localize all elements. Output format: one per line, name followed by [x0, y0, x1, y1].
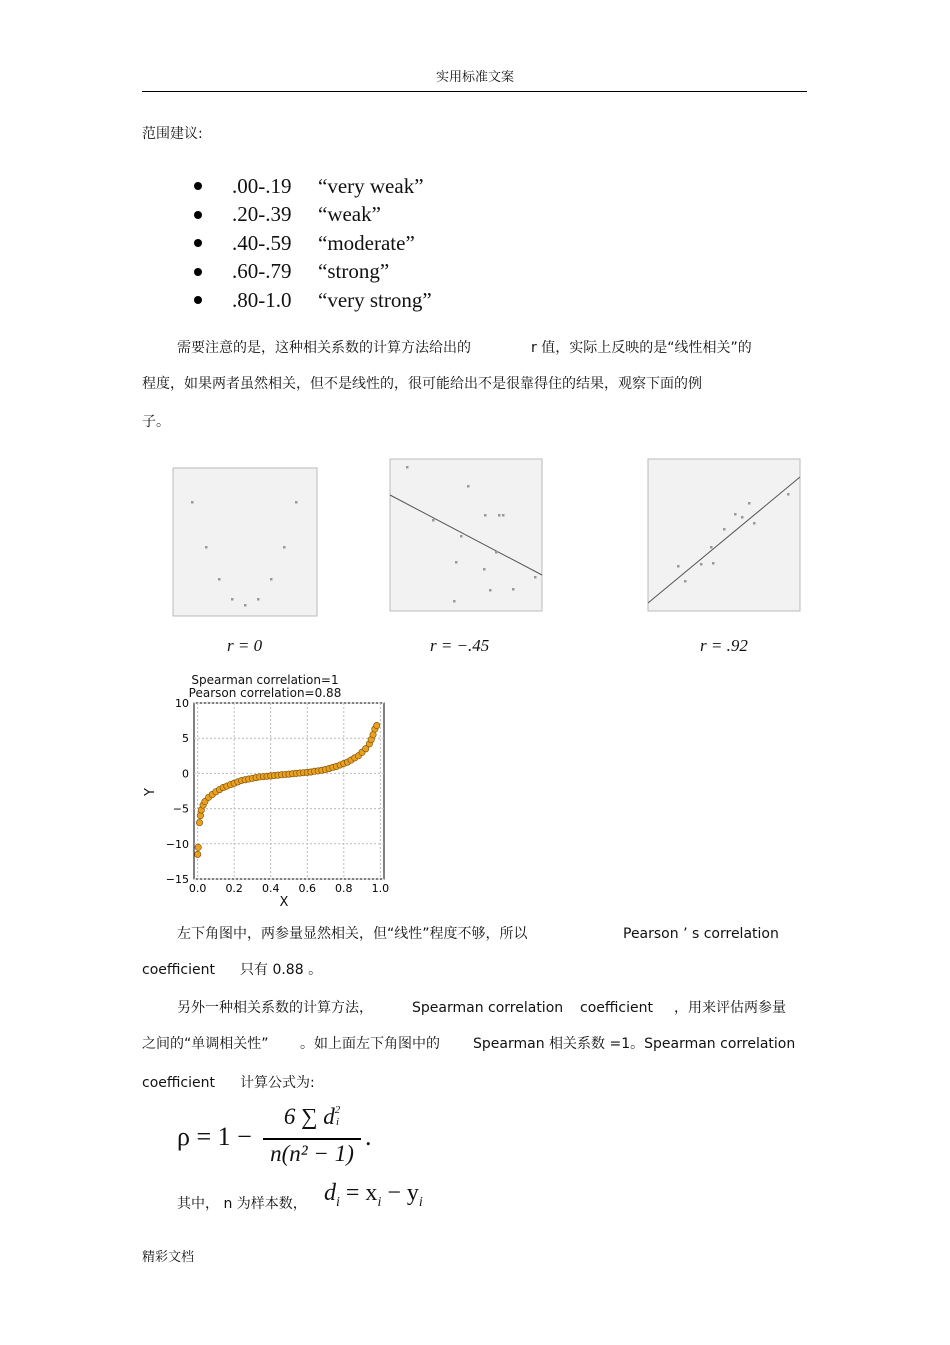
range-value: .00-.19 — [232, 173, 292, 198]
data-point — [205, 546, 208, 549]
di-subscript: i — [336, 1194, 340, 1210]
paragraph3-line3b: 计算公式为: — [240, 1075, 315, 1091]
plot-caption-r045: r = −.45 — [430, 636, 490, 655]
section-label: 范围建议: — [142, 126, 203, 142]
di-definition — [324, 1180, 423, 1211]
formula-denominator: n(n² − 1) — [270, 1141, 354, 1166]
paragraph2-line2b: 只有 0.88 。 — [240, 962, 323, 978]
paragraph2-line1b: Pearson ’ s correlation — [623, 926, 779, 942]
range-item — [190, 229, 432, 258]
header-title: 实用标准文案 — [435, 70, 514, 85]
y-tick-label: 0 — [182, 767, 189, 781]
data-point — [194, 851, 200, 857]
data-point — [467, 485, 470, 488]
spearman-formula — [177, 1104, 437, 1174]
data-point — [700, 563, 703, 566]
range-value: .40-.59 — [232, 230, 292, 255]
data-point — [244, 604, 247, 607]
data-point — [196, 819, 202, 825]
bullet-icon — [194, 211, 202, 219]
scatter-plot-r092 — [630, 455, 810, 630]
formula-numerator-text: 6 ∑ d — [283, 1104, 335, 1129]
paragraph1-line2: 程度，如果两者虽然相关，但不是线性的，很可能给出不是很靠得住的结果，观察下面的例 — [142, 376, 702, 392]
plot-area — [173, 468, 317, 616]
data-point — [195, 844, 201, 850]
data-point — [734, 513, 737, 516]
data-point — [710, 546, 713, 549]
formula-trail: . — [365, 1122, 372, 1151]
data-point — [684, 580, 687, 583]
scatter-plot-r045 — [372, 455, 552, 630]
data-point — [495, 551, 498, 554]
paragraph3-line2c: Spearman 相关系数 =1。Spearman correlation — [473, 1036, 796, 1052]
range-item — [190, 201, 432, 230]
range-item — [190, 172, 432, 201]
x-tick-label: 1.0 — [371, 882, 390, 895]
data-point — [197, 812, 203, 818]
x-subscript: i — [377, 1194, 382, 1210]
y-subscript: i — [418, 1194, 423, 1210]
data-point — [270, 578, 273, 581]
data-point — [483, 568, 486, 571]
paragraph3-line1c: coefficient — [580, 1000, 653, 1016]
paragraph2-line2a: coefficient — [142, 962, 215, 978]
data-point — [231, 598, 234, 601]
data-point — [257, 598, 260, 601]
formula-lhs: ρ = 1 − — [177, 1122, 252, 1151]
range-label: “weak” — [318, 202, 381, 227]
range-label: “very weak” — [318, 173, 424, 198]
formula-numerator-sup: 2 — [334, 1104, 341, 1116]
x-axis-label: X — [279, 895, 289, 910]
data-point — [489, 589, 492, 592]
data-point — [723, 528, 726, 531]
chart-title: Spearman correlation=1 — [191, 673, 339, 687]
paragraph3-line1d: ，用来评估两参量 — [674, 1000, 786, 1016]
di-equals: = x — [339, 1180, 378, 1206]
range-item — [190, 286, 432, 315]
footer-label: 精彩文档 — [142, 1250, 195, 1265]
plot-caption-r092: r = .92 — [700, 636, 748, 655]
bullet-icon — [194, 239, 202, 247]
data-point — [460, 535, 463, 538]
data-point — [218, 578, 221, 581]
bullet-icon — [194, 268, 202, 276]
x-tick-label: 0.0 — [188, 882, 207, 895]
x-tick-label: 0.6 — [298, 882, 317, 895]
y-tick-label: 10 — [175, 697, 189, 710]
formula-numerator-sub: i — [335, 1116, 339, 1128]
data-point — [191, 501, 194, 504]
range-value: .20-.39 — [232, 202, 292, 227]
range-value: .80-1.0 — [232, 287, 292, 312]
header-rule — [142, 91, 807, 92]
y-tick-label: −5 — [172, 802, 189, 816]
data-point — [373, 722, 379, 728]
di-symbol: d — [324, 1180, 336, 1206]
data-point — [534, 576, 537, 579]
data-point — [512, 588, 515, 591]
paragraph1-line1b: r 值，实际上反映的是“线性相关”的 — [531, 340, 752, 356]
bullet-icon — [194, 296, 202, 304]
range-label: “very strong” — [318, 287, 432, 312]
x-tick-label: 0.4 — [261, 882, 280, 895]
paragraph3-line2a: 之间的“单调相关性” — [142, 1036, 269, 1052]
x-tick-label: 0.8 — [335, 882, 353, 895]
paragraph3-line3a: coefficient — [142, 1075, 215, 1091]
data-point — [484, 514, 487, 517]
paragraph2-line1a: 左下角图中，两参量显然相关，但“线性”程度不够，所以 — [177, 926, 528, 942]
paragraph4-lead: 其中， n 为样本数， — [177, 1196, 307, 1212]
y-tick-label: 5 — [182, 732, 189, 746]
paragraph1-line1a: 需要注意的是，这种相关系数的计算方法给出的 — [177, 340, 471, 356]
data-point — [406, 466, 409, 469]
range-label: “moderate” — [318, 230, 415, 255]
plot-caption-r0: r = 0 — [227, 636, 263, 655]
data-point — [455, 561, 458, 564]
data-point — [498, 514, 501, 517]
plot-area — [648, 459, 800, 611]
data-point — [677, 565, 680, 568]
data-point — [295, 501, 298, 504]
range-label: “strong” — [318, 259, 390, 284]
y-tick-label: −10 — [165, 837, 189, 851]
formula-numerator — [261, 1104, 363, 1130]
data-point — [753, 522, 756, 525]
data-point — [453, 600, 456, 603]
spearman-pearson-chart — [140, 670, 390, 910]
y-axis-label: Y — [143, 788, 158, 796]
chart-subtitle: Pearson correlation=0.88 — [188, 686, 342, 700]
bullet-icon — [194, 182, 202, 190]
y-tick-label: −15 — [165, 873, 189, 886]
data-point — [712, 562, 715, 565]
paragraph3-line2b: 。如上面左下角图中的 — [300, 1036, 440, 1052]
di-minus: − y — [381, 1180, 419, 1206]
data-point — [787, 493, 790, 496]
paragraph3-line1b: Spearman correlation — [412, 1000, 564, 1016]
paragraph1-line3: 子。 — [142, 414, 170, 430]
range-item — [190, 258, 432, 287]
range-list — [190, 172, 432, 315]
data-point — [741, 516, 744, 519]
x-tick-label: 0.2 — [225, 882, 243, 895]
data-point — [502, 514, 505, 517]
data-point — [283, 546, 286, 549]
range-value: .60-.79 — [232, 259, 292, 284]
data-point — [748, 502, 751, 505]
fraction-bar — [263, 1138, 361, 1140]
data-point — [432, 519, 435, 522]
scatter-plot-r0 — [155, 462, 325, 632]
paragraph3-line1a: 另外一种相关系数的计算方法， — [177, 1000, 373, 1016]
